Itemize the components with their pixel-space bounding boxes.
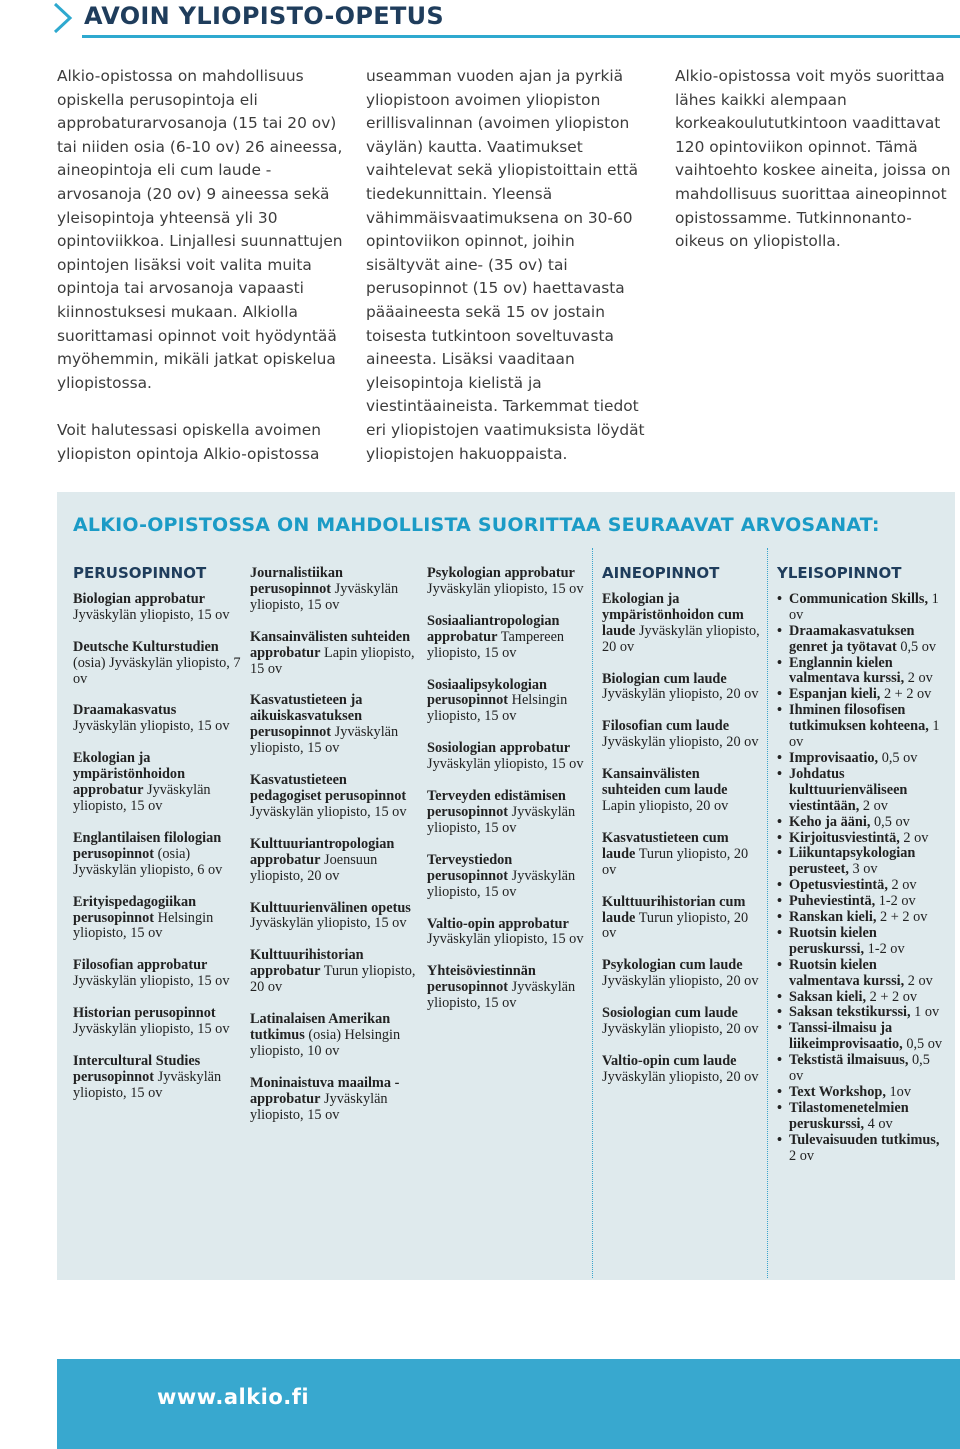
entry-detail: Helsingin yliopisto, 15 ov [427,692,568,725]
list-item [250,948,420,996]
list-item [602,1006,762,1038]
entry-title: Filosofian cum laude [602,718,730,735]
entry-title: Valtio-opin cum laude [602,1052,737,1069]
list-item [602,958,762,990]
course-name: Tulevaisuuden tutkimus, [789,1131,940,1148]
list-item [73,895,243,943]
entry-title: Filosofian approbatur [73,957,208,974]
entry-title: Psykologian cum laude [602,957,743,974]
intro-column-1 [57,65,347,490]
entry-title: Latinalaisen Amerikan tutkimus [250,1011,391,1043]
list-item [73,958,243,990]
entry-title: Intercultural Studies perusopinnot [73,1052,201,1085]
entry-detail: Jyväskylän yliopisto, 15 ov [427,867,576,900]
course-credits: 2 + 2 ov [883,686,932,703]
entry-title: Terveystiedon perusopinnot [427,851,513,884]
entry-detail: Jyväskylän yliopisto, 20 ov [602,686,759,703]
list-item [777,894,945,910]
course-credits: 1 ov [789,590,939,623]
entry-detail: Jyväskylän yliopisto, 20 ov [602,1068,759,1085]
entry-detail: Jyväskylän yliopisto, 20 ov [602,973,759,990]
entry-title: Englantilaisen filologian perusopinnot [73,829,222,862]
list-item [602,1054,762,1086]
entry-detail: Jyväskylän yliopisto, 15 ov [73,1021,230,1038]
list-item [777,656,945,688]
list-item [777,1021,945,1053]
list-item [777,846,945,878]
list-item [602,831,762,879]
course-name: Saksan tekstikurssi, [789,1004,911,1021]
list-item [250,1012,420,1060]
list-item [427,614,592,662]
list-item [777,926,945,958]
entry-detail: (osia) Jyväskylän yliopisto, 7 ov [73,654,241,687]
entry-detail: Jyväskylän yliopisto, 15 ov [73,782,211,814]
entry-detail: Lapin yliopisto, 15 ov [250,644,415,677]
entry-list [427,566,592,1012]
section-heading: AINEOPINNOT [602,564,720,582]
section-heading: YLEISOPINNOT [777,564,902,582]
list-item [73,831,243,879]
entry-detail: Helsingin yliopisto, 15 ov [73,909,214,942]
list-item [777,1005,945,1021]
course-name: Puheviestintä, [789,893,876,910]
entry-list [250,566,420,1123]
entry-detail: Jyväskylän yliopisto, 15 ov [427,756,584,773]
list-item [250,693,420,757]
course-credits: 0,5 ov [906,1036,943,1053]
entry-detail: Jyväskylän yliopisto, 15 ov [250,724,399,757]
course-credits: 2 ov [891,877,917,894]
perusopinnot-column-2 [250,566,420,1139]
entry-detail: Jyväskylän yliopisto, 15 ov [250,915,407,932]
yleisopinnot-column [777,566,945,1165]
list-item [427,741,592,773]
list-item [250,566,420,614]
entry-title: Yhteisöviestinnän perusopinnot [427,963,536,996]
course-name: Espanjan kieli, [789,686,881,703]
intro-paragraph: useamman vuoden ajan ja pyrkiä yliopistoon avoimen yliopiston erillisvalinnan (avoimen yliopiston väylän) kautta. Vaatimukset vaihtelevat sekä yliopistoittain että tiedekunnittain. Yleensä vähimmäisvaatimuksena on 30-60 opintoviikon opinnot, joihin sisältyvät aine- (35 ov) tai perusopinnot (15 ov) haettavasta pääaineesta sekä 15 ov jostain toisesta tutkintoon soveltuvasta aineesta. Lisäksi vaaditaan yleisopintoja kielistä ja viestintäaineista. Tarkemmat tiedot eri yliopistojen vaatimuksista löydät yliopistojen hakuoppaista. [366,67,645,463]
list-item [250,630,420,678]
list-item [73,640,243,688]
entry-title: Sosiologian cum laude [602,1005,738,1022]
entry-detail: Turun yliopisto, 20 ov [250,963,416,996]
entry-title: Deutsche Kulturstudien [73,638,219,655]
entry-detail: Jyväskylän yliopisto, 15 ov [427,580,584,597]
entry-detail: Jyväskylän yliopisto, 15 ov [250,1090,388,1123]
list-item [427,566,592,598]
list-item [777,958,945,990]
website-link[interactable]: www.alkio.fi [157,1385,310,1409]
list-item [427,853,592,901]
course-name: Opetusviestintä, [789,877,888,894]
course-name: Englannin kielen valmentava kurssi, [789,654,905,687]
box-title: ALKIO-OPISTOSSA ON MAHDOLLISTA SUORITTAA SEURAAVAT ARVOSANAT: [73,514,880,536]
list-item [427,917,592,949]
course-name: Johdatus kulttuurienväliseen viestintään, [789,765,908,814]
intro-paragraph: Alkio-opistossa voit myös suorittaa lähes kaikki alempaan korkeakoulututkintoon vaadittavat 120 opintoviikon opinnot. Tämä vaihtoehto koskee aineita, joissa on mahdollisuus suorittaa aineopinnot opistossamme. Tutkinnonanto-oikeus on yliopistolla. [675,67,951,251]
entry-detail: Jyväskylän yliopisto, 20 ov [602,622,760,655]
entry-detail: Jyväskylän yliopisto, 15 ov [427,931,584,948]
course-credits: 4 ov [867,1115,893,1132]
list-item [250,1076,420,1124]
entry-title: Sosiaalipsykologian perusopinnot [427,676,547,709]
course-credits: 3 ov [852,861,878,878]
entry-title: Kansainvälisten suhteiden approbatur [250,628,411,661]
entry-detail: Jyväskylän yliopisto, 15 ov [250,580,399,613]
course-name: Tanssi-ilmaisu ja liikeimprovisaatio, [789,1020,903,1053]
course-credits: 2 ov [789,1147,815,1164]
list-item [777,1053,945,1085]
entry-detail: Jyväskylän yliopisto, 20 ov [602,1021,759,1038]
entry-title: Kasvatustieteen pedagogiset perusopinnot [250,772,407,804]
section-heading: PERUSOPINNOT [73,564,207,582]
entry-title: Ekologian ja ympäristönhoidon cum laude [602,590,744,639]
course-credits: 1 ov [914,1004,940,1021]
entry-detail: Lapin yliopisto, 20 ov [602,797,729,814]
perusopinnot-column-3 [427,566,592,1028]
entry-title: Erityispedagogiikan perusopinnot [73,893,197,926]
degrees-box [57,492,955,1280]
entry-detail: Jyväskylän yliopisto, 15 ov [73,973,230,990]
course-name: Ruotsin kielen peruskurssi, [789,924,877,957]
course-credits: 2 ov [907,670,933,687]
entry-detail: (osia) Helsingin yliopisto, 10 ov [250,1026,401,1059]
course-credits: 0,5 ov [900,638,937,655]
entry-title: Kansainvälisten suhteiden cum laude [602,766,728,799]
entry-title: Kulttuurihistorian cum laude [602,893,746,926]
course-name: Improvisaatio, [789,749,879,766]
course-credits: 2 ov [903,829,929,846]
course-name: Tekstistä ilmaisuus, [789,1052,909,1069]
entry-title: Draamakasvatus [73,702,177,719]
list-item [777,910,945,926]
entry-detail: Jyväskylän yliopisto, 15 ov [427,803,576,836]
intro-paragraph: Voit halutessasi opiskella avoimen yliopiston opintoja Alkio-opistossa [57,420,321,463]
course-name: Text Workshop, [789,1084,886,1100]
entry-detail: Jyväskylän yliopisto, 15 ov [73,1068,222,1101]
list-item [73,1006,243,1038]
entry-detail: (osia) Jyväskylän yliopisto, 6 ov [73,845,223,878]
course-name: Ihminen filosofisen tutkimuksen kohteena, [789,702,929,735]
entry-title: Kasvatustieteen ja aikuiskasvatuksen perusopinnot [250,692,363,741]
list-item [250,773,420,821]
entry-detail: Tampereen yliopisto, 15 ov [427,628,565,661]
entry-title: Kulttuurienvälinen opetus [250,899,411,916]
list-item [777,751,945,767]
course-name: Communication Skills, [789,590,929,607]
course-name: Liikuntapsykologian perusteet, [789,845,916,878]
intro-column-2 [366,65,651,490]
list-item [777,1133,945,1165]
entry-title: Moninaistuva maailma -approbatur [250,1074,400,1107]
entry-detail: Jyväskylän yliopisto, 15 ov [427,979,576,1012]
list-item [777,1101,945,1133]
column-divider [767,548,768,1278]
course-name: Ranskan kieli, [789,909,877,926]
course-credits: 0,5 ov [874,813,910,830]
column-divider [592,548,593,1278]
list-item [250,901,420,933]
entry-detail: Turun yliopisto, 20 ov [602,909,749,942]
list-item [427,678,592,726]
course-credits: 1-2 ov [878,893,916,910]
list-item [602,592,762,656]
entry-title: Kulttuuriantropologian approbatur [250,835,395,868]
list-item [602,895,762,943]
list-item [777,815,945,831]
list-item [777,1085,945,1101]
aineopinnot-column [602,566,762,1102]
list-item [427,964,592,1012]
entry-title: Kulttuurihistorian approbatur [250,947,364,980]
list-item [777,703,945,751]
list-item [250,837,420,885]
course-name: Draamakasvatuksen genret ja työtavat [789,622,915,655]
course-credits: 2 + 2 ov [869,988,918,1005]
list-item [777,831,945,847]
list-item [777,687,945,703]
entry-title: Journalistiikan perusopinnot [250,565,343,597]
bullet-list [777,592,945,1165]
course-credits: 0,5 ov [881,749,918,766]
entry-title: Sosiologian approbatur [427,740,571,757]
course-credits: 1 ov [789,718,940,751]
entry-detail: Jyväskylän yliopisto, 15 ov [73,718,230,735]
course-credits: 1ov [889,1084,911,1100]
list-item [73,751,243,815]
entry-title: Biologian approbatur [73,590,206,607]
list-item [777,878,945,894]
entry-list [73,592,243,1102]
list-item [427,789,592,837]
list-item [777,767,945,815]
course-credits: 2 ov [907,972,933,989]
list-item [602,767,762,815]
intro-column-3 [675,65,960,277]
list-item [602,672,762,704]
list-item [777,990,945,1006]
chevron-right-icon [52,2,74,34]
course-name: Tilastomenetelmien peruskurssi, [789,1099,909,1132]
entry-list [602,592,762,1086]
entry-title: Ekologian ja ympäristönhoidon approbatur [73,750,186,799]
list-item [777,592,945,624]
course-credits: 2 + 2 ov [879,909,928,926]
list-item [73,592,243,624]
course-name: Saksan kieli, [789,988,867,1005]
perusopinnot-column-1 [73,566,243,1118]
intro-paragraph: Alkio-opistossa on mahdollisuus opiskella perusopintoja eli approbaturarvosanoja (15 tai 20 ov) tai niiden osia (6-10 ov) 26 aineessa, aineopintoja eli cum laude -arvosanoja (20 ov) 9 aineessa sekä yleisopintoja yhteensä yli 30 opintoviikkoa. Linjallesi suunnattujen opintojen lisäksi voit valita muita opintoja tai arvosanoja vapaasti kiinnostuksesi mukaan. Alkiolla suorittamasi opinnot voit hyödyntää myöhemmin, mikäli jatkat opiskelua yliopistossa. [57,67,343,392]
entry-title: Valtio-opin approbatur [427,915,569,932]
entry-detail: Jyväskylän yliopisto, 20 ov [602,734,759,751]
course-name: Keho ja ääni, [789,813,871,830]
entry-detail: Joensuun yliopisto, 20 ov [250,851,378,884]
entry-title: Terveyden edistämisen perusopinnot [427,788,566,820]
course-credits: 0,5 ov [789,1052,930,1085]
course-credits: 2 ov [862,797,888,814]
entry-detail: Jyväskylän yliopisto, 15 ov [250,803,407,820]
entry-title: Psykologian approbatur [427,565,575,581]
list-item [73,703,243,735]
page-header [0,0,960,40]
list-item [777,624,945,656]
course-credits: 1-2 ov [867,940,905,957]
header-rule [82,35,960,38]
list-item [73,1054,243,1102]
entry-title: Historian perusopinnot [73,1005,216,1022]
entry-title: Kasvatustieteen cum laude [602,829,729,862]
entry-detail: Jyväskylän yliopisto, 15 ov [73,606,230,623]
footer-bar [57,1359,960,1449]
entry-title: Sosiaaliantropologian approbatur [427,612,560,645]
list-item [602,719,762,751]
course-name: Kirjoitusviestintä, [789,829,900,846]
entry-title: Biologian cum laude [602,670,727,687]
entry-detail: Turun yliopisto, 20 ov [602,845,749,878]
page-title: AVOIN YLIOPISTO-OPETUS [84,2,444,30]
course-name: Ruotsin kielen valmentava kurssi, [789,956,905,989]
